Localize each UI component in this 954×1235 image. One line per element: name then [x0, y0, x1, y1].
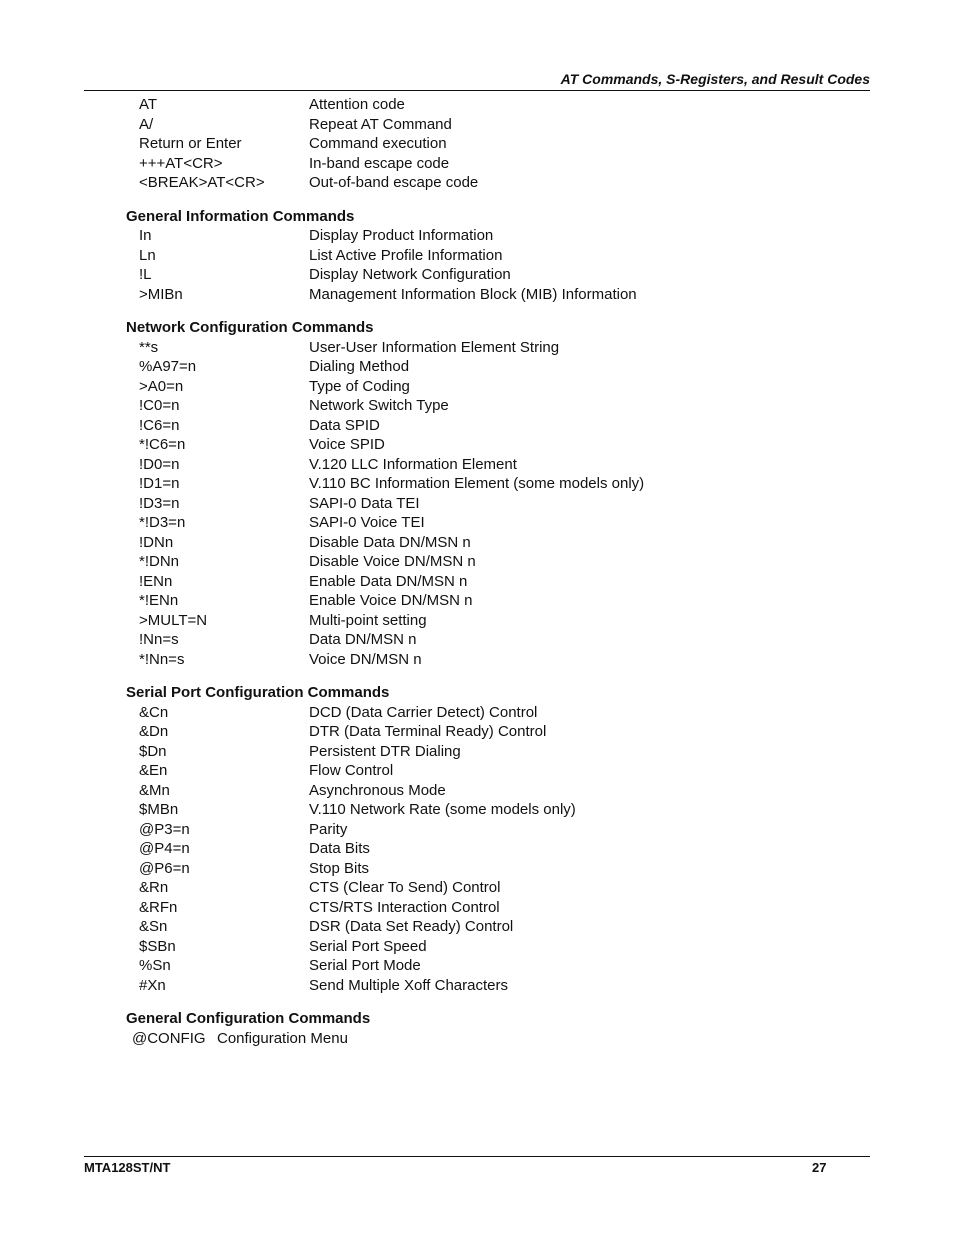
command-code: &RFn [139, 898, 178, 916]
command-code: %A97=n [139, 358, 197, 375]
command-description: Attention code [309, 96, 405, 113]
command-description: Serial Port Mode [309, 957, 421, 974]
command-description: Parity [309, 820, 348, 838]
command-row [0, 552, 954, 572]
command-description: Management Information Block (MIB) Information [309, 285, 637, 303]
command-description: Dialing Method [309, 358, 410, 375]
command-row [0, 154, 954, 174]
command-description: Repeat AT Command [309, 115, 452, 133]
command-code: !ENn [139, 572, 173, 590]
command-description: Network Switch Type [309, 397, 449, 414]
command-row [0, 226, 954, 246]
command-code: >MULT=N [139, 611, 208, 629]
command-row [0, 396, 954, 416]
command-code: **s [139, 338, 159, 356]
command-code: *!C6=n [139, 436, 186, 453]
command-row [0, 781, 954, 801]
command-code: &En [139, 762, 168, 779]
command-code: >A0=n [139, 377, 184, 395]
command-description: In-band escape code [309, 154, 450, 172]
command-row [0, 937, 954, 957]
command-description: CTS (Clear To Send) Control [309, 879, 501, 896]
command-description: DTR (Data Terminal Ready) Control [309, 723, 547, 740]
command-code: $Dn [139, 742, 167, 760]
command-description: Enable Voice DN/MSN n [309, 592, 473, 609]
command-description: Enable Data DN/MSN n [309, 572, 468, 590]
command-section [0, 683, 954, 995]
command-description: List Active Profile Information [309, 246, 503, 264]
command-code: !D0=n [139, 455, 180, 473]
command-description: Display Network Configuration [309, 266, 511, 283]
command-code: Ln [139, 246, 156, 264]
command-code: !Nn=s [139, 631, 179, 648]
command-code: <BREAK>AT<CR> [139, 174, 265, 191]
command-description: Data DN/MSN n [309, 631, 417, 648]
section-heading: General Configuration Commands [126, 1010, 371, 1027]
command-row [0, 265, 954, 285]
command-description: Disable Voice DN/MSN n [309, 553, 476, 570]
command-row [0, 95, 954, 115]
command-row [0, 377, 954, 397]
command-row [0, 285, 954, 305]
command-description: SAPI-0 Voice TEI [309, 514, 425, 531]
command-code: Return or Enter [139, 135, 242, 152]
command-description: Persistent DTR Dialing [309, 742, 461, 760]
command-row [0, 611, 954, 631]
command-code: !L [139, 266, 152, 283]
section-heading: General Information Commands [126, 207, 355, 225]
command-row [0, 703, 954, 723]
command-code: !D3=n [139, 494, 180, 512]
command-description: SAPI-0 Data TEI [309, 494, 420, 512]
command-row [0, 455, 954, 475]
command-row [0, 839, 954, 859]
header-rule [84, 90, 870, 91]
command-code: >MIBn [139, 285, 183, 303]
command-row [0, 533, 954, 553]
command-row [0, 917, 954, 937]
command-row [0, 1029, 954, 1049]
command-description: Out-of-band escape code [309, 174, 479, 191]
command-row [0, 357, 954, 377]
command-description: Voice SPID [309, 436, 385, 453]
command-description: Voice DN/MSN n [309, 650, 422, 668]
command-section [0, 1009, 954, 1048]
command-code: !C0=n [139, 397, 180, 414]
command-code: @P6=n [139, 859, 190, 877]
command-description: V.110 Network Rate (some models only) [309, 801, 576, 818]
command-code: In [139, 227, 152, 244]
command-row [0, 650, 954, 670]
command-description: Disable Data DN/MSN n [309, 533, 471, 551]
command-sections [0, 207, 954, 1049]
command-description: Send Multiple Xoff Characters [309, 976, 508, 994]
command-row [0, 173, 954, 193]
command-code: AT [139, 96, 158, 113]
footer-model: MTA128ST/NT [84, 1160, 171, 1175]
command-description: Serial Port Speed [309, 937, 427, 955]
command-row [0, 474, 954, 494]
command-description: Command execution [309, 135, 447, 152]
command-code: &Rn [139, 879, 169, 896]
command-row [0, 591, 954, 611]
command-description: Type of Coding [309, 377, 410, 395]
command-code: %Sn [139, 957, 171, 974]
command-code: A/ [139, 115, 154, 133]
command-code: @P4=n [139, 840, 190, 857]
command-row [0, 742, 954, 762]
command-description: V.110 BC Information Element (some models only) [309, 475, 645, 492]
command-section [0, 207, 954, 305]
command-code: &Cn [139, 703, 169, 721]
command-description: DSR (Data Set Ready) Control [309, 918, 514, 935]
command-code: &Sn [139, 918, 168, 935]
command-code: $SBn [139, 937, 176, 955]
command-description: V.120 LLC Information Element [309, 455, 517, 473]
command-row [0, 859, 954, 879]
command-row [0, 956, 954, 976]
footer-rule [84, 1156, 870, 1157]
command-description: Display Product Information [309, 227, 494, 244]
command-row [0, 134, 954, 154]
basic-command-list [0, 95, 954, 193]
command-code: @CONFIG [132, 1029, 206, 1047]
command-code: &Dn [139, 723, 169, 740]
command-code: !DNn [139, 533, 174, 551]
command-row [0, 435, 954, 455]
command-description: CTS/RTS Interaction Control [309, 898, 500, 916]
command-description: Multi-point setting [309, 611, 427, 629]
command-description: DCD (Data Carrier Detect) Control [309, 703, 538, 721]
command-row [0, 898, 954, 918]
command-row [0, 761, 954, 781]
command-row [0, 878, 954, 898]
command-section [0, 318, 954, 669]
footer-page-number: 27 [812, 1160, 827, 1175]
command-code: *!Nn=s [139, 650, 185, 668]
command-row [0, 820, 954, 840]
command-description: Data SPID [309, 416, 380, 434]
command-code: #Xn [139, 976, 166, 994]
command-description: Stop Bits [309, 859, 370, 877]
section-heading: Network Configuration Commands [126, 319, 374, 336]
command-row [0, 976, 954, 996]
command-code: !D1=n [139, 475, 180, 492]
command-row [0, 800, 954, 820]
command-row [0, 416, 954, 436]
command-description: Asynchronous Mode [309, 781, 446, 799]
command-row [0, 722, 954, 742]
command-row [0, 246, 954, 266]
section-heading: Serial Port Configuration Commands [126, 684, 390, 701]
command-code: *!ENn [139, 592, 179, 609]
command-code: @P3=n [139, 820, 190, 838]
command-row [0, 513, 954, 533]
command-code: &Mn [139, 781, 170, 799]
command-code: !C6=n [139, 416, 180, 434]
command-description: Flow Control [309, 762, 394, 779]
running-header-title: AT Commands, S-Registers, and Result Codes [560, 71, 870, 87]
command-code: +++AT<CR> [139, 154, 223, 172]
command-row [0, 630, 954, 650]
command-description: Data Bits [309, 840, 370, 857]
command-code: *!DNn [139, 553, 180, 570]
command-row [0, 338, 954, 358]
command-row [0, 115, 954, 135]
command-row [0, 572, 954, 592]
command-code: *!D3=n [139, 514, 186, 531]
command-row [0, 494, 954, 514]
command-description: User-User Information Element String [309, 338, 560, 356]
command-summary [0, 95, 954, 1048]
command-code: $MBn [139, 801, 179, 818]
command-description: Configuration Menu [217, 1029, 348, 1047]
